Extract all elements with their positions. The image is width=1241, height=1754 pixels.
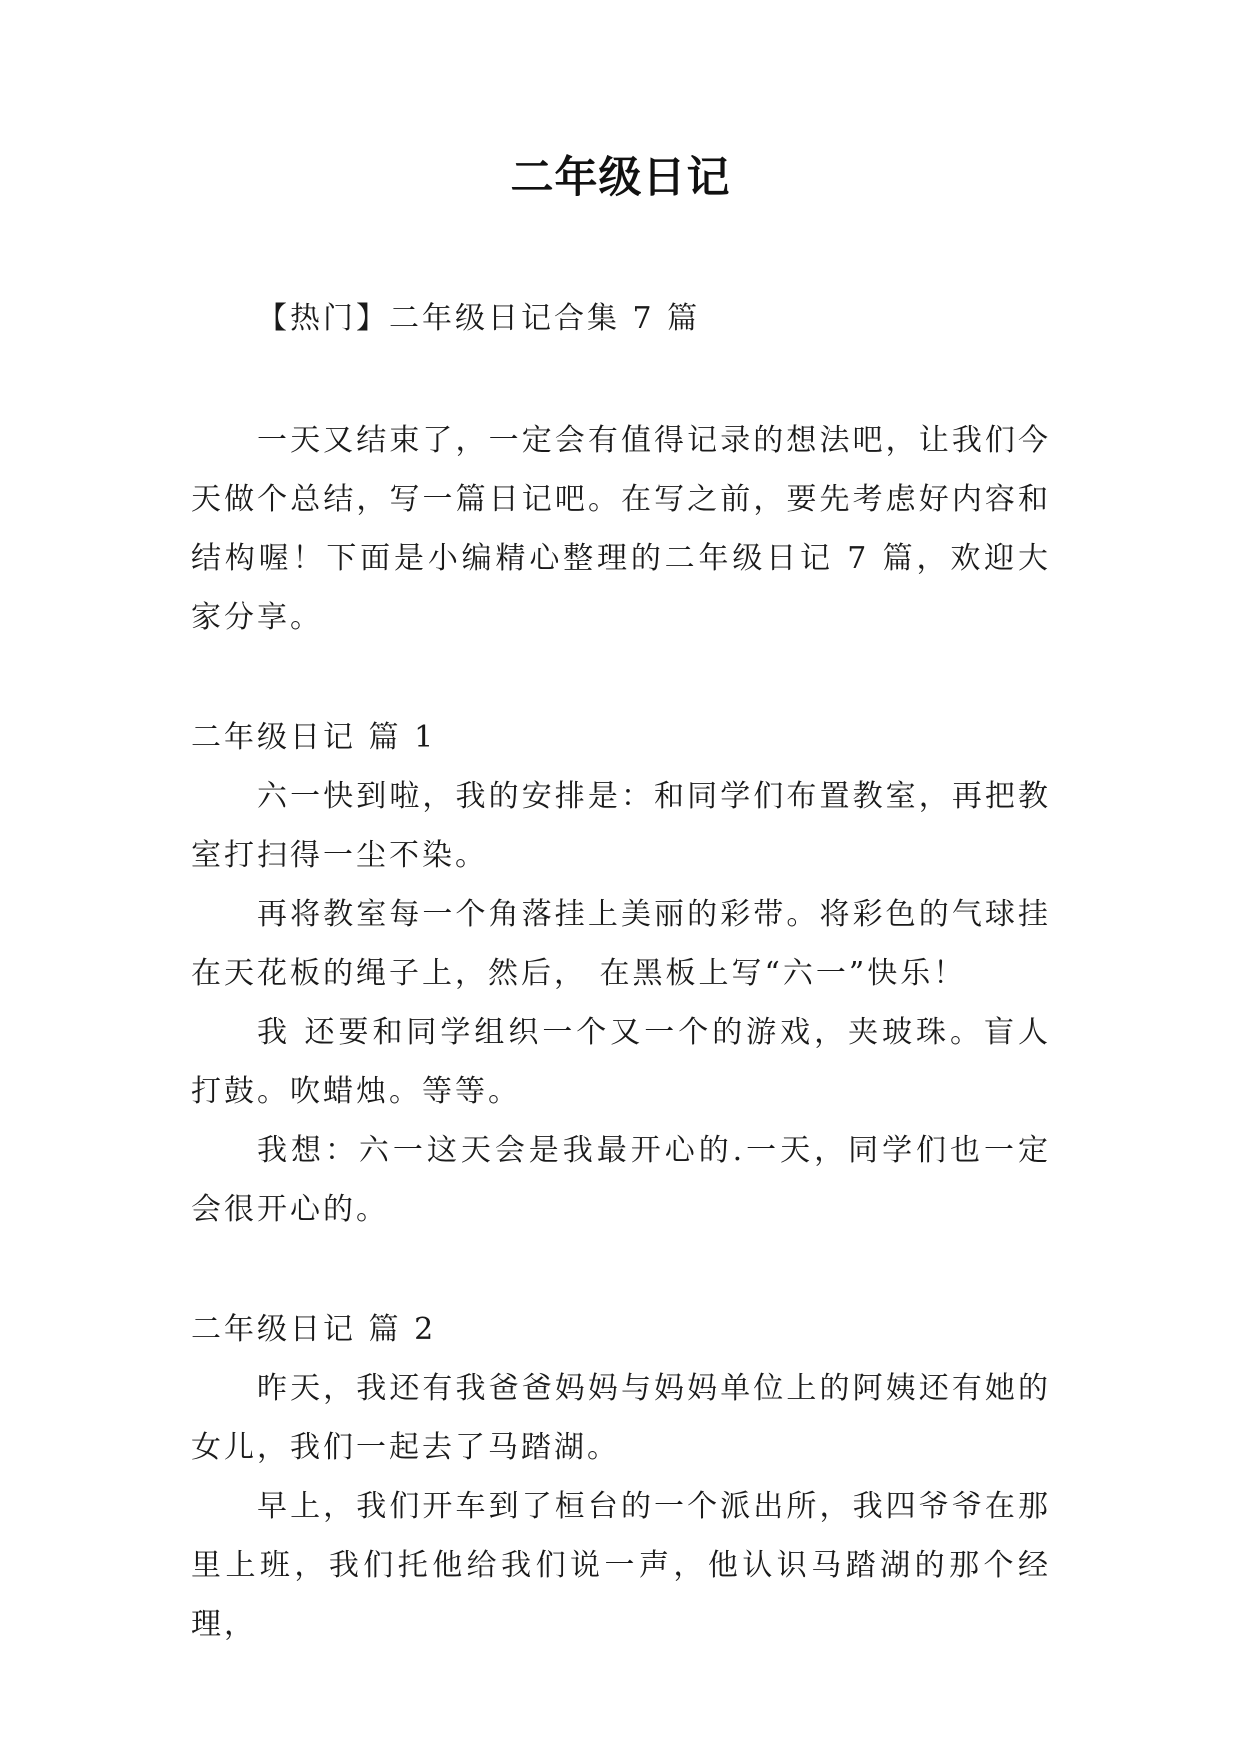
document-body <box>191 289 1051 1654</box>
intro-paragraph: 一天又结束了，一定会有值得记录的想法吧，让我们今天做个总结，写一篇日记吧。在写之前，要先考虑好内容和结构喔！下面是小编精心整理的二年级日记 7 篇，欢迎大家分享。 <box>191 423 1051 635</box>
paragraph: 我 还要和同学组织一个又一个的游戏，夹玻珠。盲人打鼓。吹蜡烛。等等。 <box>191 1015 1051 1109</box>
paragraph: 六一快到啦，我的安排是：和同学们布置教室，再把教室打扫得一尘不染。 <box>191 779 1051 873</box>
section-heading-1: 二年级日记 篇 1 <box>191 720 437 755</box>
subtitle: 【热门】二年级日记合集 7 篇 <box>257 301 701 336</box>
paragraph: 再将教室每一个角落挂上美丽的彩带。将彩色的气球挂在天花板的绳子上，然后， 在黑板上写“六一”快乐！ <box>191 897 1051 991</box>
paragraph: 早上，我们开车到了桓台的一个派出所，我四爷爷在那里上班，我们托他给我们说一声，他认识马踏湖的那个经理， <box>191 1489 1051 1642</box>
document-title: 二年级日记 <box>510 153 731 203</box>
paragraph: 昨天，我还有我爸爸妈妈与妈妈单位上的阿姨还有她的女儿，我们一起去了马踏湖。 <box>191 1371 1051 1465</box>
paragraph: 我想：六一这天会是我最开心的.一天，同学们也一定会很开心的。 <box>191 1133 1051 1227</box>
section-heading-2: 二年级日记 篇 2 <box>191 1312 437 1347</box>
